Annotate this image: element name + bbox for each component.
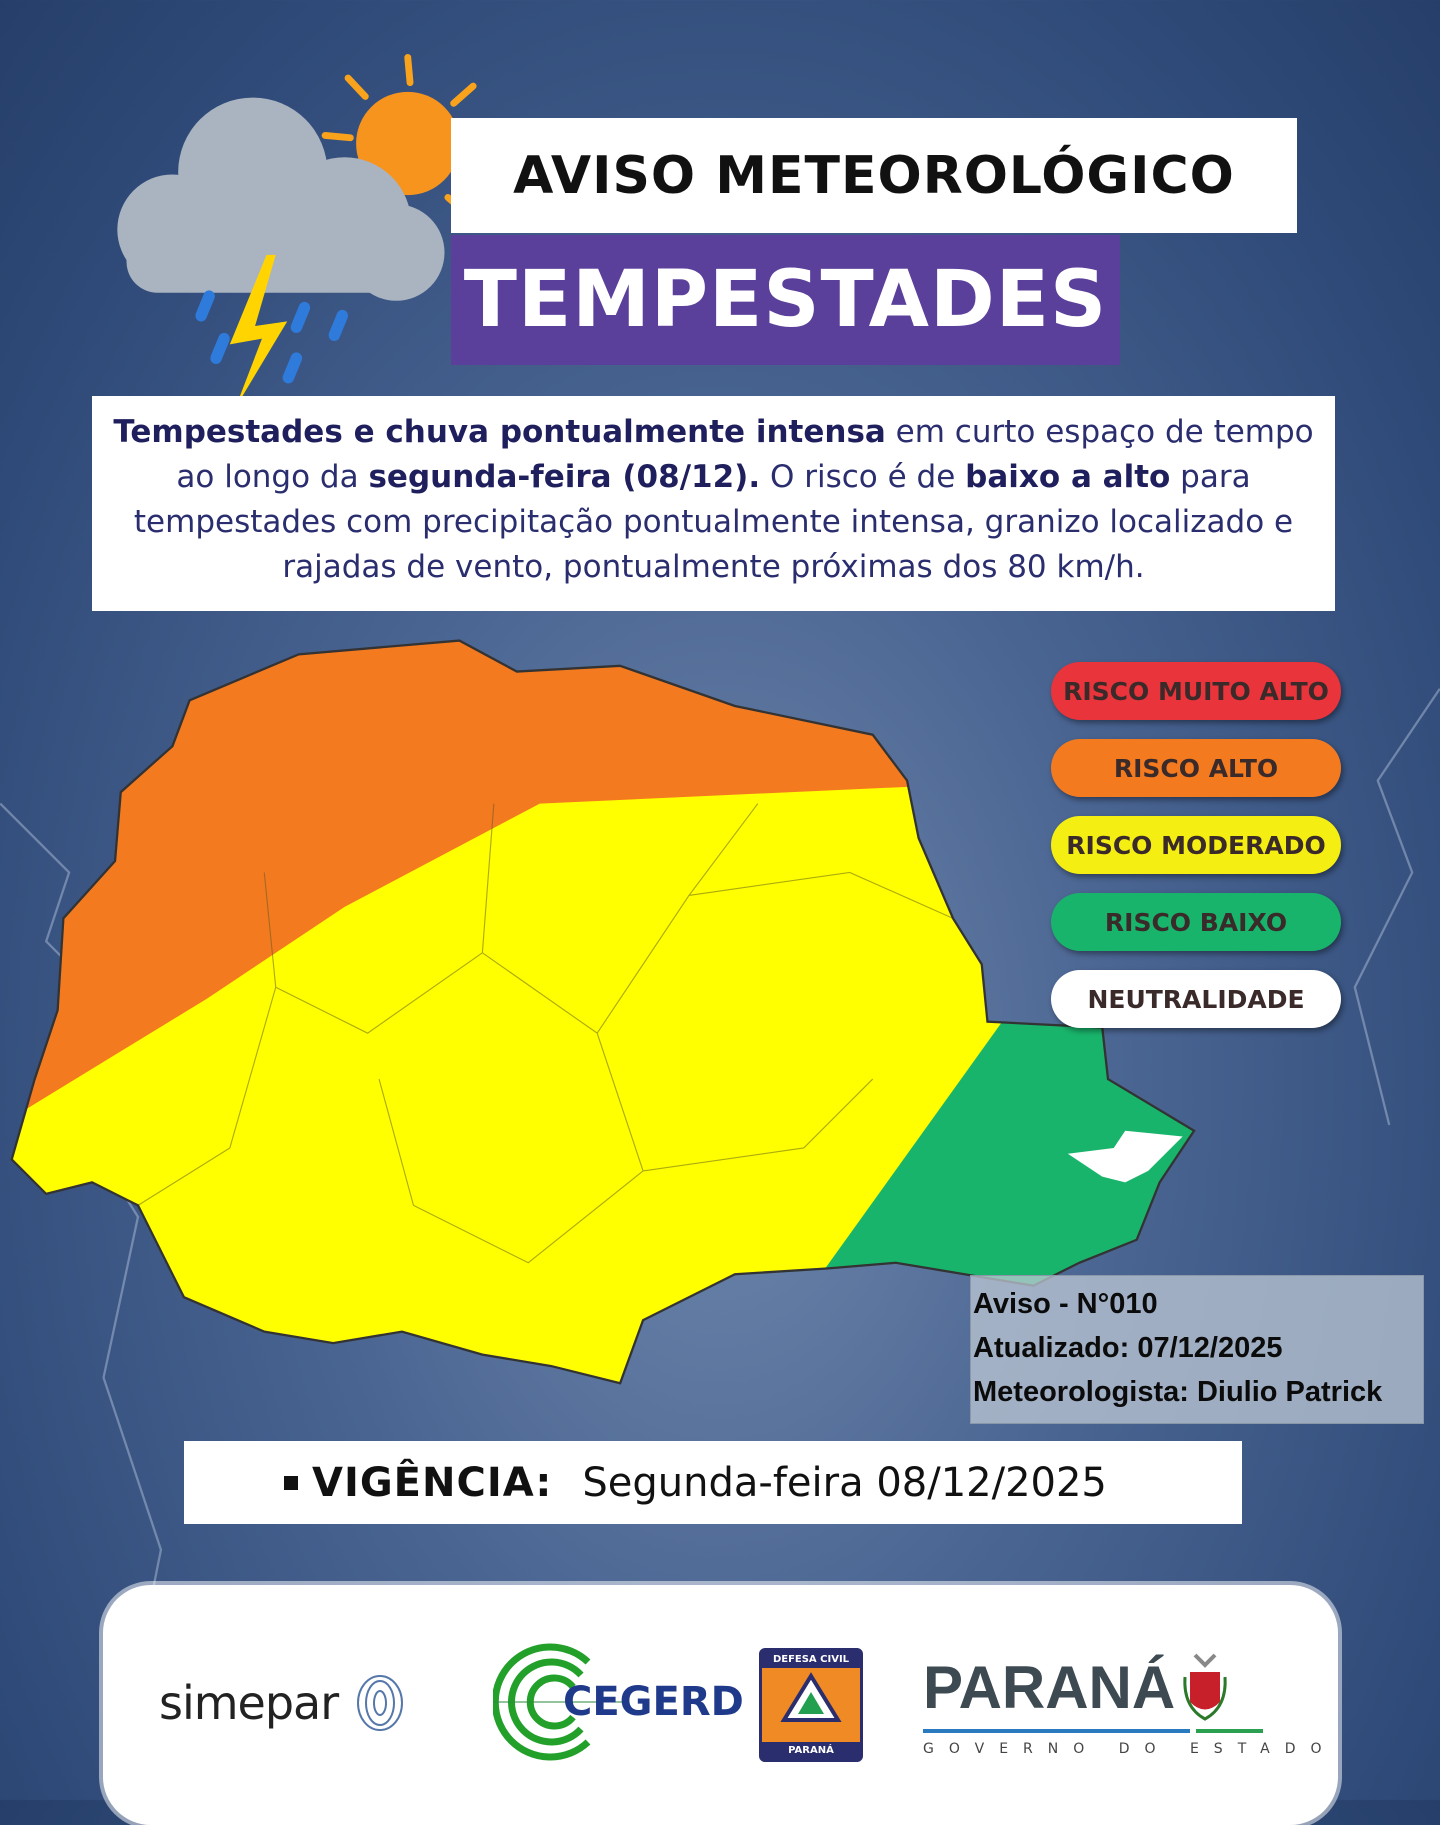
- cegerd-logo: CEGERD: [493, 1637, 744, 1767]
- desc-bold: baixo a alto: [965, 459, 1171, 495]
- vigencia-label: VIGÊNCIA:: [312, 1459, 553, 1506]
- legend-alto: RISCO ALTO: [1051, 739, 1341, 797]
- desc-text: em curto espaço de tempo ao longo da: [176, 414, 1314, 495]
- desc-text: para tempestades com precipitação pontualmente intensa, granizo localizado e rajadas de vento, pontualmente próximas dos 80 km/h.: [133, 459, 1294, 585]
- legend-baixo: RISCO BAIXO: [1051, 893, 1341, 951]
- title-box: [451, 118, 1297, 233]
- desc-text: O risco é de: [760, 459, 966, 495]
- info-box: [970, 1275, 1424, 1424]
- description: [92, 396, 1335, 611]
- vigencia-box: [184, 1441, 1242, 1524]
- updated-date: Atualizado: 07/12/2025: [973, 1332, 1283, 1364]
- coat-of-arms-icon: [1175, 1647, 1235, 1727]
- triangle-icon: [776, 1668, 846, 1728]
- vigencia-value: Segunda-feira 08/12/2025: [582, 1459, 1107, 1506]
- subtitle-box: [451, 235, 1120, 365]
- legend-moderado: RISCO MODERADO: [1051, 816, 1341, 874]
- weather-icon: [117, 57, 494, 407]
- legend-neutralidade: NEUTRALIDADE: [1051, 970, 1341, 1028]
- simepar-logo: simepar: [159, 1675, 408, 1731]
- page-title: AVISO METEOROLÓGICO: [513, 145, 1235, 206]
- meteorologist: Meteorologista: Diulio Patrick: [973, 1376, 1383, 1408]
- legend-muito-alto: RISCO MUITO ALTO: [1051, 662, 1341, 720]
- aviso-number: Aviso - N°010: [973, 1288, 1158, 1320]
- desc-bold: Tempestades e chuva pontualmente intensa: [113, 414, 886, 450]
- defesa-civil-logo: DEFESA CIVIL PARANÁ: [759, 1648, 863, 1762]
- page-subtitle: TEMPESTADES: [463, 255, 1108, 345]
- parana-logo: PARANÁ GOVERNO DO ESTADO: [923, 1647, 1337, 1757]
- signal-icon: [352, 1675, 408, 1731]
- footer-logos: [103, 1585, 1338, 1825]
- desc-bold: segunda-feira (08/12).: [368, 459, 761, 495]
- bullet-icon: [284, 1476, 298, 1490]
